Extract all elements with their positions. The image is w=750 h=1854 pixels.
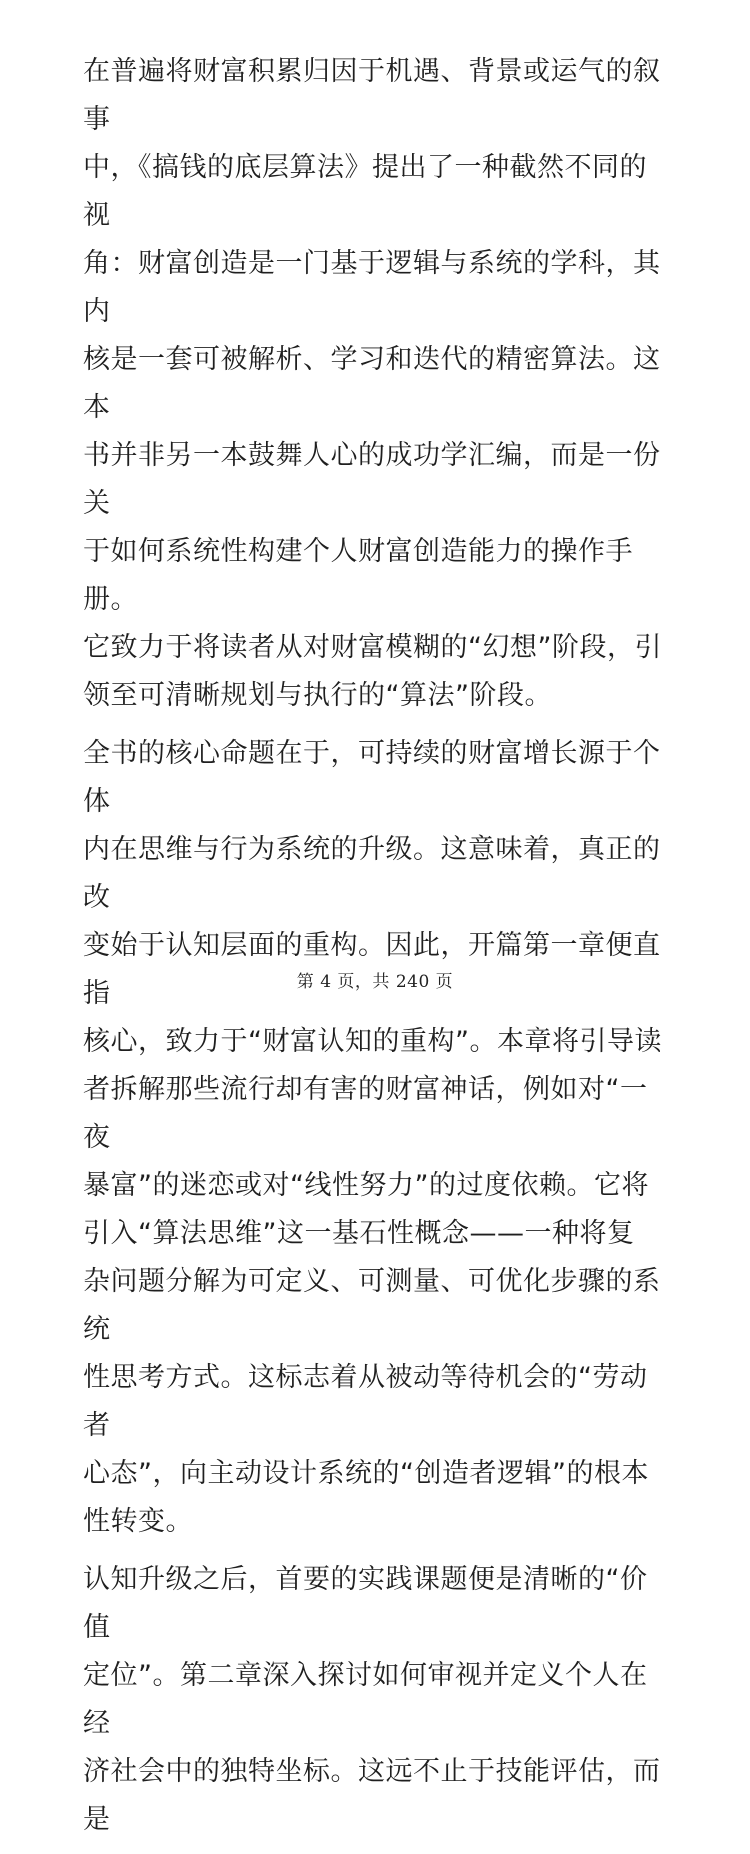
body-text [83, 48, 673, 1854]
page-number-footer: 第 4 页，共 240 页 [296, 972, 454, 992]
paragraph-3: 认知升级之后，首要的实践课题便是清晰的“价值 定位”。第二章深入探讨如何审视并定义个人在经 济社会中的独特坐标。这远不止于技能评估，而是 [83, 1564, 661, 1835]
paragraph-1: 在普遍将财富积累归因于机遇、背景或运气的叙事 中，《搞钱的底层算法》提出了一种截然不同的视 角：财富创造是一门基于逻辑与系统的学科，其内 核是一套可被解析、学习和迭代的精密算法。这本 书并非另一本鼓舞人心的成功学汇编，而是一份关 于如何系统性构建个人财富创造能力的操作手册。 它致力于将读者从对财富模糊的“幻想”阶段，引 领至可清晰规划与执行的“算法”阶段。 [83, 56, 662, 711]
paragraph-2: 全书的核心命题在于，可持续的财富增长源于个体 内在思维与行为系统的升级。这意味着，真正的改 变始于认知层面的重构。因此，开篇第一章便直指 核心，致力于“财富认知的重构”。本章将引导读 者拆解那些流行却有害的财富神话，例如对“一夜 暴富”的迷恋或对“线性努力”的过度依赖。它将 引入“算法思维”这一基石性概念——一种将复 杂问题分解为可定义、可测量、可优化步骤的系统 性思考方式。这标志着从被动等待机会的“劳动者 心态”，向主动设计系统的“创造者逻辑”的根本 性转变。 [83, 738, 662, 1537]
